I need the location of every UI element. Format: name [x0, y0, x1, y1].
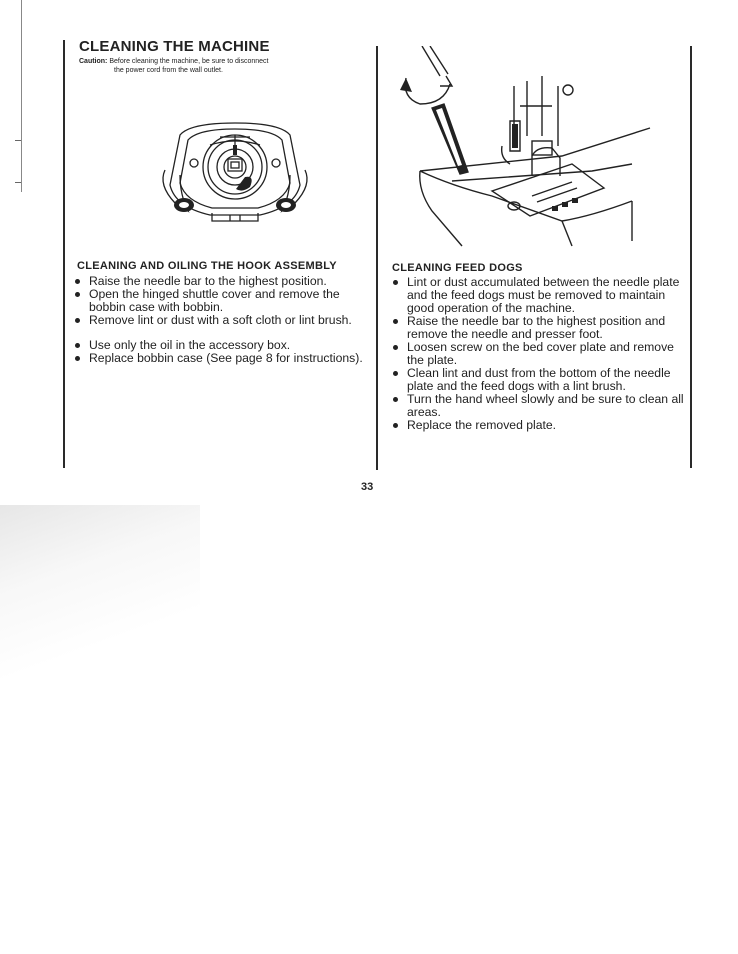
feed-dogs-heading: CLEANING FEED DOGS	[392, 262, 523, 274]
list-item: Turn the hand wheel slowly and be sure to clean all areas.	[392, 393, 684, 419]
margin-tick	[15, 182, 21, 183]
hook-assembly-illustration	[150, 115, 320, 225]
hook-assembly-list	[74, 275, 364, 365]
hook-assembly-heading: CLEANING AND OILING THE HOOK ASSEMBLY	[77, 260, 337, 272]
margin-rule	[21, 0, 22, 192]
right-column-rule	[690, 46, 692, 468]
caution-note	[79, 57, 339, 75]
list-item: Replace bobbin case (See page 8 for instructions).	[74, 352, 364, 365]
feed-dogs-illustration	[392, 46, 662, 251]
margin-tick	[15, 140, 21, 141]
list-item: Replace the removed plate.	[392, 419, 684, 432]
left-column-rule	[63, 40, 65, 468]
middle-column-rule	[376, 46, 378, 470]
list-item: Use only the oil in the accessory box.	[74, 339, 364, 352]
list-item: Loosen screw on the bed cover plate and remove the plate.	[392, 341, 684, 367]
caution-text-line2: the power cord from the wall outlet.	[114, 67, 223, 74]
caution-label: Caution:	[79, 58, 108, 65]
list-item: Raise the needle bar to the highest position.	[74, 275, 364, 288]
list-item: Lint or dust accumulated between the needle plate and the feed dogs must be removed to maintain good operation of the machine.	[392, 276, 684, 315]
list-item: Remove lint or dust with a soft cloth or lint brush.	[74, 314, 364, 327]
list-item: Raise the needle bar to the highest position and remove the needle and presser foot.	[392, 315, 684, 341]
scan-shadow	[0, 505, 200, 685]
list-item: Clean lint and dust from the bottom of the needle plate and the feed dogs with a lint brush.	[392, 367, 684, 393]
list-item: Open the hinged shuttle cover and remove the bobbin case with bobbin.	[74, 288, 364, 314]
page-number: 33	[361, 481, 374, 493]
page-title: CLEANING THE MACHINE	[79, 38, 270, 55]
caution-text-line1: Before cleaning the machine, be sure to disconnect	[109, 58, 269, 65]
feed-dogs-list	[392, 276, 684, 432]
